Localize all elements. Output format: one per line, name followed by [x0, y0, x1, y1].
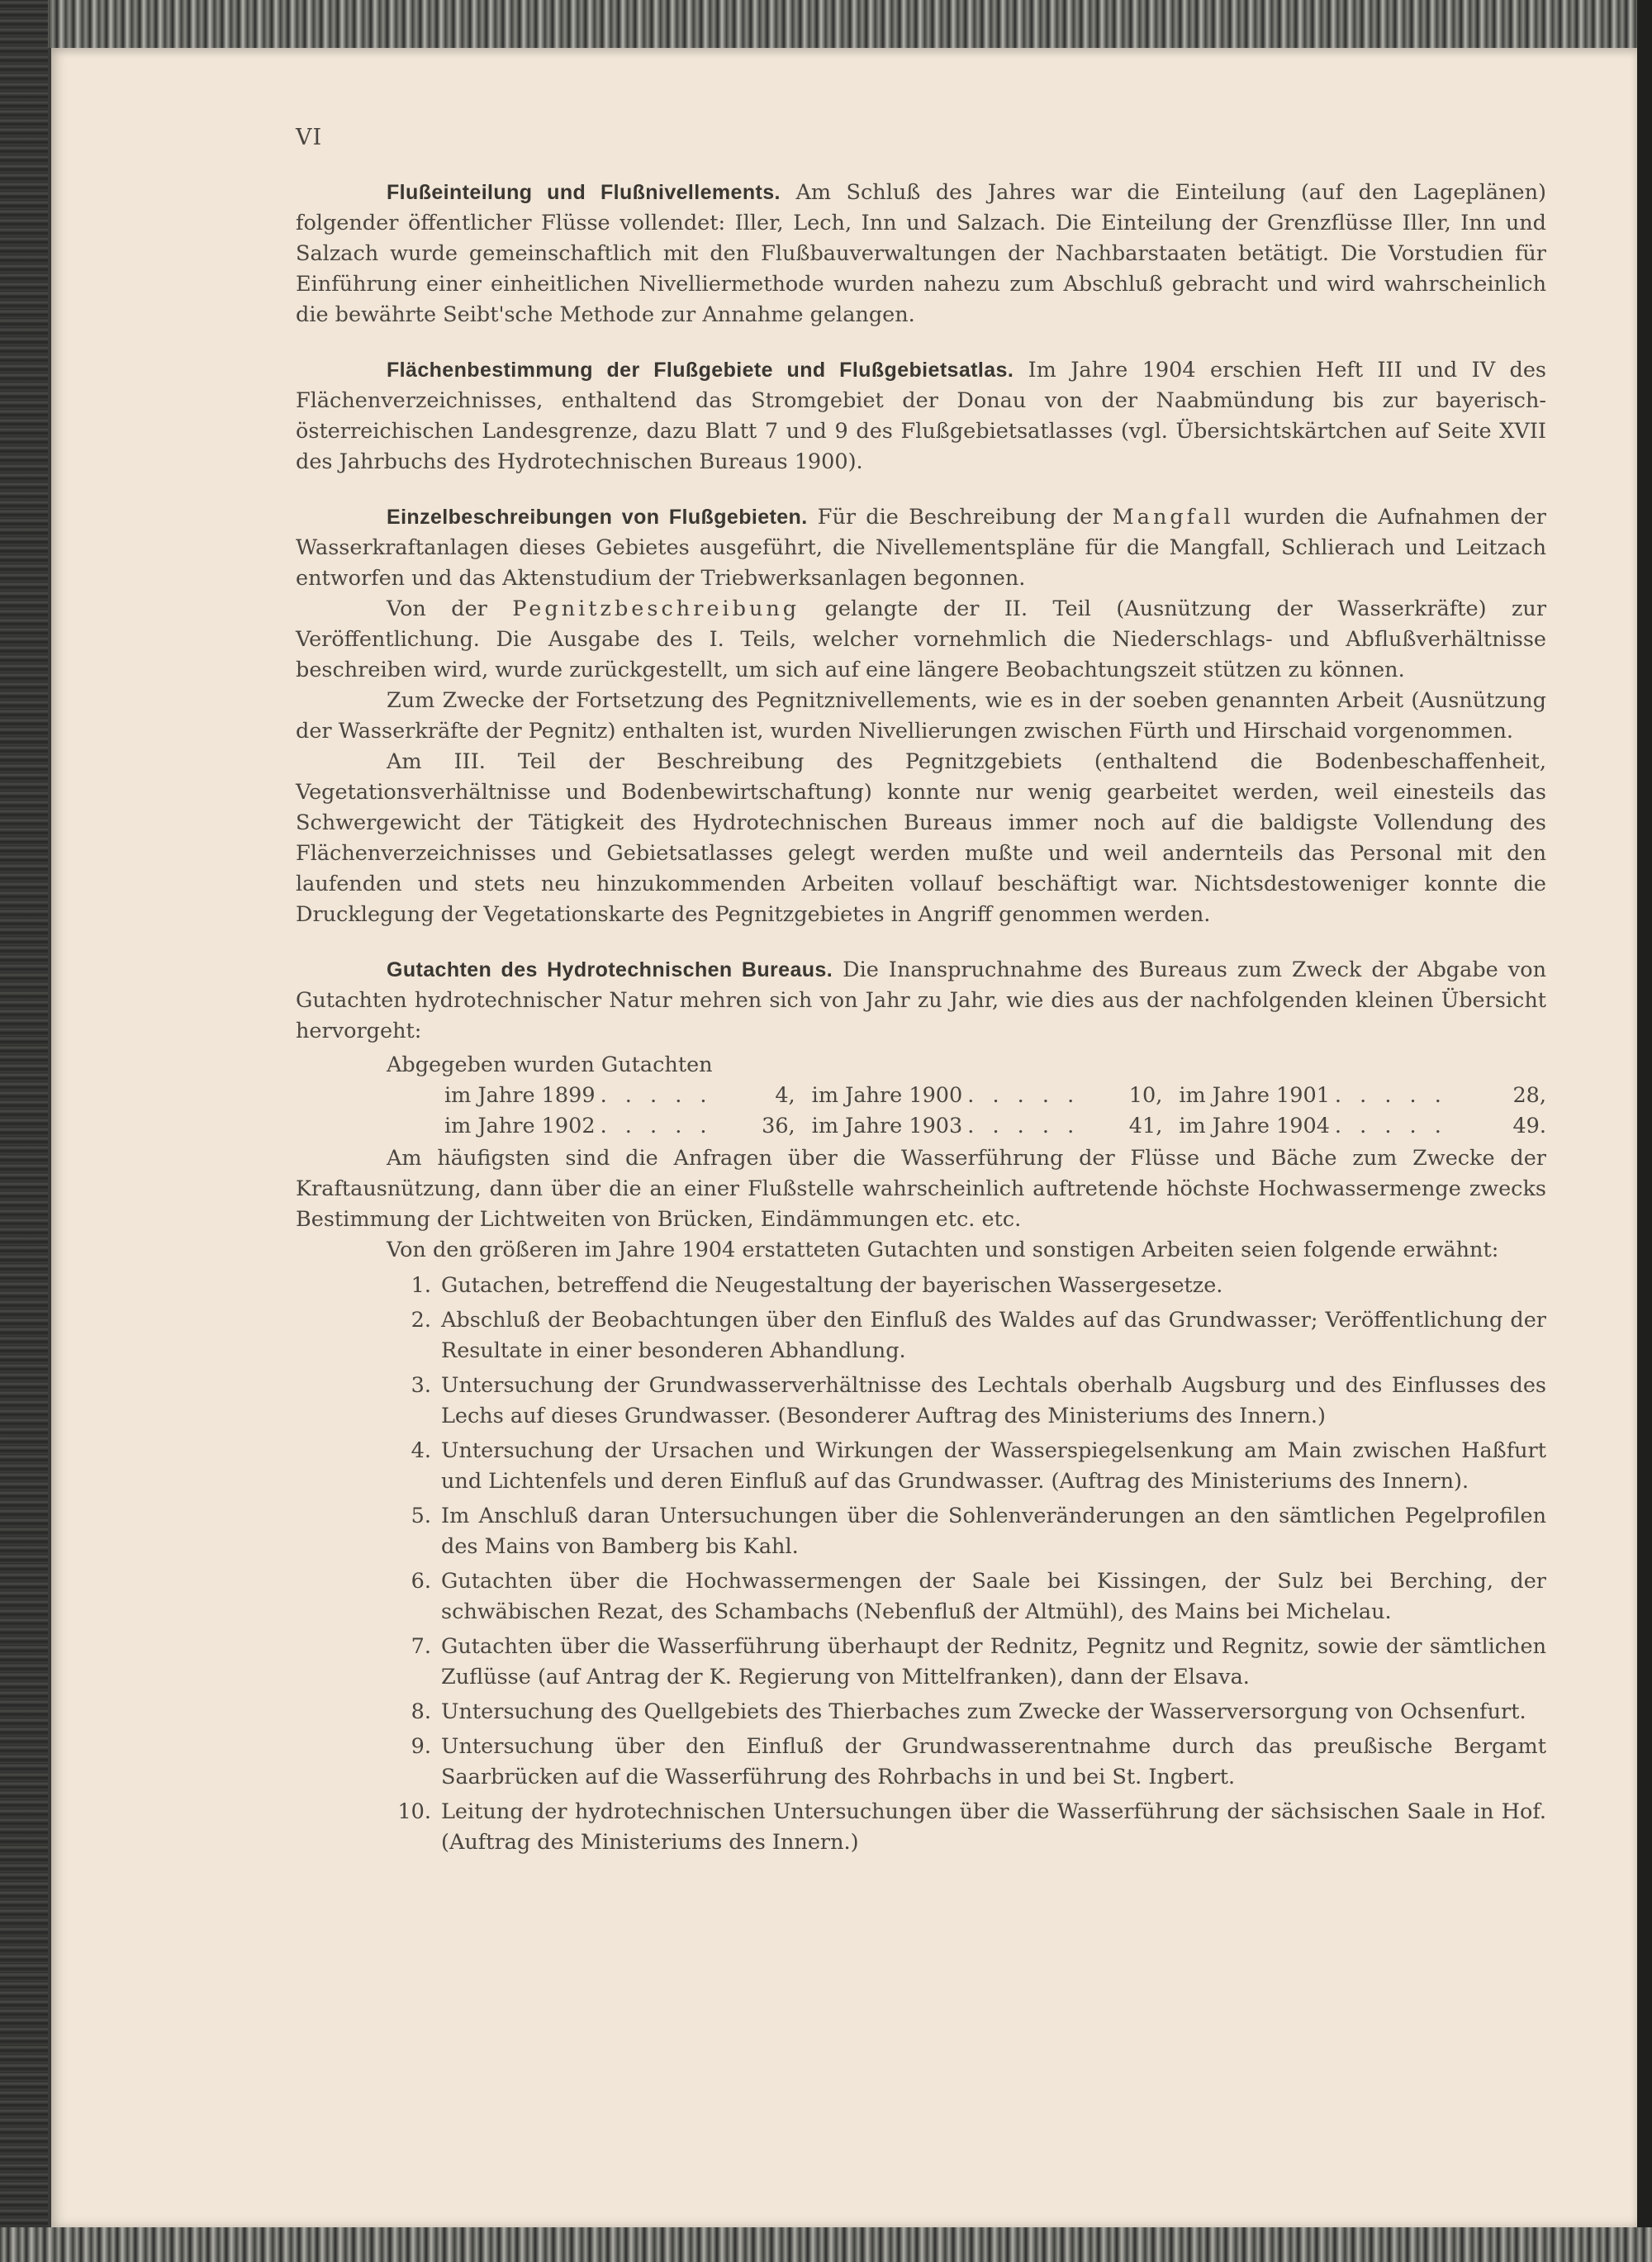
paragraph: Am III. Teil der Beschreibung des Pegnitzgebiets (enthaltend die Bodenbeschaffenheit, Vegetationsverhältnisse und Bodenbewirtschaftung) konnte nur wenig gearbeitet werden, weil einesteils das Schwergewicht der Tätigkeit des Hydrotechnischen Bureaus immer noch auf die baldigste Vollendung des Flächenverzeichnisses und Gebietsatlasses gelegt werden mußte und weil andernteils das Personal mit den laufenden und stets neu hinzukommenden Arbeiten vollauf beschäftigt war. Nichtsdestoweniger konnte die Drucklegung der Vegetationskarte des Pegnitzgebietes in Angriff genommen werden. [296, 749, 1546, 927]
paragraph-text: Im Jahre 1904 erschien Heft III und IV des Flächenverzeichnisses, enthaltend das Stromgebiet der Donau von der Naabmündung bis zur bayerisch-österreichischen Landesgrenze, dazu Blatt 7 und 9 des Flußgebietsatlasses (vgl. Übersichtskärtchen auf Seite XVII des Jahrbuchs des Hydrotechnischen Bureaus 1900). [296, 358, 1546, 474]
list-item [296, 1271, 1546, 1301]
paragraph-text: Die Inanspruchnahme des Bureaus zum Zweck der Abgabe von Gutachten hydrotechnischer Natur mehren sich von Jahr zu Jahr, wie dies aus der nachfolgenden kleinen Übersicht hervorgeht: [296, 958, 1546, 1043]
list-item [296, 1305, 1546, 1366]
list-item [296, 1797, 1546, 1858]
year-label: im Jahre 1899 [444, 1083, 596, 1108]
leader-dots: . . . . . [967, 1083, 1080, 1108]
list-number: 2. [411, 1308, 431, 1333]
statistics-cell [812, 1111, 1180, 1142]
statistics-table [296, 1050, 1546, 1142]
statistics-cell [1179, 1081, 1546, 1111]
list-number: 7. [411, 1634, 431, 1659]
section-heading: Gutachten des Hydrotechnischen Bureaus. [387, 958, 833, 981]
statistics-cell [1179, 1111, 1546, 1142]
list-number: 3. [411, 1373, 431, 1398]
list-item [296, 1371, 1546, 1432]
spaced-term: Mangfall [1112, 505, 1234, 530]
list-text: Gutachten über die Wasserführung überhaupt der Rednitz, Pegnitz und Regnitz, sowie der sämtlichen Zuflüsse (auf Antrag der K. Regierung von Mittelfranken), dann der Elsava. [441, 1634, 1546, 1689]
count-value: 28, [1512, 1083, 1547, 1108]
paragraph-text: wurden die Aufnahmen der Wasserkraftanlagen dieses Gebietes ausgeführt, die Nivellementspläne für die Mangfall, Schlierach und Leitzach entworfen und das Aktenstudium der Triebwerksanlagen begonnen. [296, 505, 1547, 591]
numbered-list [296, 1271, 1546, 1858]
list-number: 1. [411, 1273, 431, 1298]
statistics-row [296, 1081, 1546, 1111]
list-text: Untersuchung über den Einfluß der Grundwasserentnahme durch das preußische Bergamt Saarbrücken auf die Wasserführung des Rohrbachs in und bei St. Ingbert. [441, 1734, 1546, 1789]
book-binding-bottom [0, 2227, 1652, 2262]
section-heading: Einzelbeschreibungen von Flußgebieten. [387, 506, 808, 529]
year-label: im Jahre 1901 [1179, 1083, 1330, 1108]
statistics-cell [444, 1111, 812, 1142]
list-text: Untersuchung der Grundwasserverhältnisse des Lechtals oberhalb Augsburg und des Einflusses des Lechs auf dieses Grundwasser. (Besonderer Auftrag des Ministeriums des Innern.) [441, 1373, 1546, 1428]
paragraph-text: Von der [387, 596, 487, 621]
paragraph-text: Am Schluß des Jahres war die Einteilung (auf den Lageplänen) folgender öffentlicher Flüsse vollendet: Iller, Lech, Inn und Salzach. Die Einteilung der Grenzflüsse Iller, Inn und Salzach wurde gemeinschaftlich mit den Flußbauverwaltungen der Nachbarstaaten betätigt. Die Vorstudien für Einführung einer einheitlichen Nivelliermethode wurden nahezu zum Abschluß gebracht und wird wahrscheinlich die bewährte Seibt'sche Methode zur Annahme gelangen. [296, 180, 1546, 327]
leader-dots: . . . . . [1334, 1083, 1447, 1108]
list-number: 6. [411, 1569, 431, 1594]
section-einzelbeschreibungen [296, 502, 1546, 930]
leader-dots: . . . . . [1334, 1114, 1447, 1138]
page-number: VI [296, 125, 323, 150]
list-item [296, 1697, 1546, 1727]
section-heading: Flußeinteilung und Flußnivellements. [387, 181, 781, 204]
spaced-term: Pegnitzbeschreibung [512, 596, 800, 621]
paragraph: Von den größeren im Jahre 1904 erstatteten Gutachten und sonstigen Arbeiten seien folgende erwähnt: [387, 1238, 1499, 1262]
list-number: 10. [397, 1799, 431, 1824]
book-binding-left [0, 0, 48, 2262]
paragraph [296, 502, 1546, 594]
year-label: im Jahre 1903 [811, 1114, 963, 1138]
count-value: 10, [1128, 1083, 1163, 1108]
list-item [296, 1632, 1546, 1693]
year-label: im Jahre 1904 [1179, 1114, 1330, 1138]
year-label: im Jahre 1900 [811, 1083, 963, 1108]
list-text: Abschluß der Beobachtungen über den Einfluß des Waldes auf das Grundwasser; Veröffentlichung der Resultate in einer besonderen Abhandlung. [441, 1308, 1546, 1363]
year-label: im Jahre 1902 [444, 1114, 596, 1138]
statistics-row [296, 1111, 1546, 1142]
list-item [296, 1436, 1546, 1497]
list-item [296, 1566, 1546, 1628]
leader-dots: . . . . . [967, 1114, 1080, 1138]
count-value: 41, [1128, 1114, 1163, 1138]
section-gutachten [296, 955, 1546, 1858]
paragraph [296, 594, 1546, 686]
paragraph [296, 955, 1546, 1047]
section-flusseinteilung [296, 178, 1546, 330]
list-item [296, 1732, 1546, 1793]
list-number: 4. [411, 1438, 431, 1463]
list-text: Untersuchung des Quellgebiets des Thierbaches zum Zwecke der Wasserversorgung von Ochsenfurt. [441, 1699, 1526, 1724]
paragraph-text: Für die Beschreibung der [817, 505, 1103, 530]
book-page [51, 48, 1637, 2227]
leader-dots: . . . . . [600, 1114, 713, 1138]
statistics-cell [812, 1081, 1180, 1111]
list-text: Leitung der hydrotechnischen Untersuchungen über die Wasserführung der sächsischen Saale in Hof. (Auftrag des Ministeriums des Innern.) [441, 1799, 1546, 1855]
list-number: 8. [411, 1699, 431, 1724]
paragraph: Am häufigsten sind die Anfragen über die Wasserführung der Flüsse und Bäche zum Zwecke der Kraftausnützung, dann über die an einer Flußstelle wahrscheinlich auftretende höchste Hochwassermenge zwecks Bestimmung der Lichtweiten von Brücken, Eindämmungen etc. etc. [296, 1146, 1546, 1232]
count-value: 4, [775, 1083, 795, 1108]
paragraph: Zum Zwecke der Fortsetzung des Pegnitznivellements, wie es in der soeben genannten Arbeit (Ausnützung der Wasserkräfte der Pegnitz) enthalten ist, wurden Nivellierungen zwischen Fürth und Hirschaid vorgenommen. [296, 688, 1546, 744]
section-flaechenbestimmung [296, 355, 1546, 478]
list-text: Gutachten über die Hochwassermengen der Saale bei Kissingen, der Sulz bei Berching, der schwäbischen Rezat, des Schambachs (Nebenfluß der Altmühl), des Mains bei Michelau. [441, 1569, 1546, 1624]
scan-edge-right [1637, 0, 1652, 2262]
page-content [296, 122, 1546, 1862]
list-text: Gutachen, betreffend die Neugestaltung der bayerischen Wassergesetze. [441, 1273, 1223, 1298]
list-item [296, 1501, 1546, 1562]
paragraph-text: gelangte der II. Teil (Ausnützung der Wasserkräfte) zur Veröffentlichung. Die Ausgabe des I. Teils, welcher vornehmlich die Niederschlags- und Abflußverhältnisse beschreiben wird, wurde zurückgestellt, um sich auf eine längere Beobachtungszeit stützen zu können. [296, 596, 1547, 682]
list-text: Im Anschluß daran Untersuchungen über die Sohlenveränderungen an den sämtlichen Pegelprofilen des Mains von Bamberg bis Kahl. [441, 1504, 1546, 1559]
section-heading: Flächenbestimmung der Flußgebiete und Flußgebietsatlas. [387, 359, 1014, 382]
paragraph [296, 355, 1546, 478]
list-number: 5. [411, 1504, 431, 1528]
book-binding-top [0, 0, 1652, 48]
paragraph [296, 178, 1546, 330]
count-value: 36, [762, 1114, 795, 1138]
statistics-cell [444, 1081, 812, 1111]
list-text: Untersuchung der Ursachen und Wirkungen der Wasserspiegelsenkung am Main zwischen Haßfurt und Lichtenfels und deren Einfluß auf das Grundwasser. (Auftrag des Ministeriums des Innern). [441, 1438, 1546, 1494]
statistics-intro: Abgegeben wurden Gutachten [387, 1053, 713, 1077]
list-number: 9. [411, 1734, 431, 1759]
leader-dots: . . . . . [600, 1083, 713, 1108]
count-value: 49. [1512, 1114, 1547, 1138]
